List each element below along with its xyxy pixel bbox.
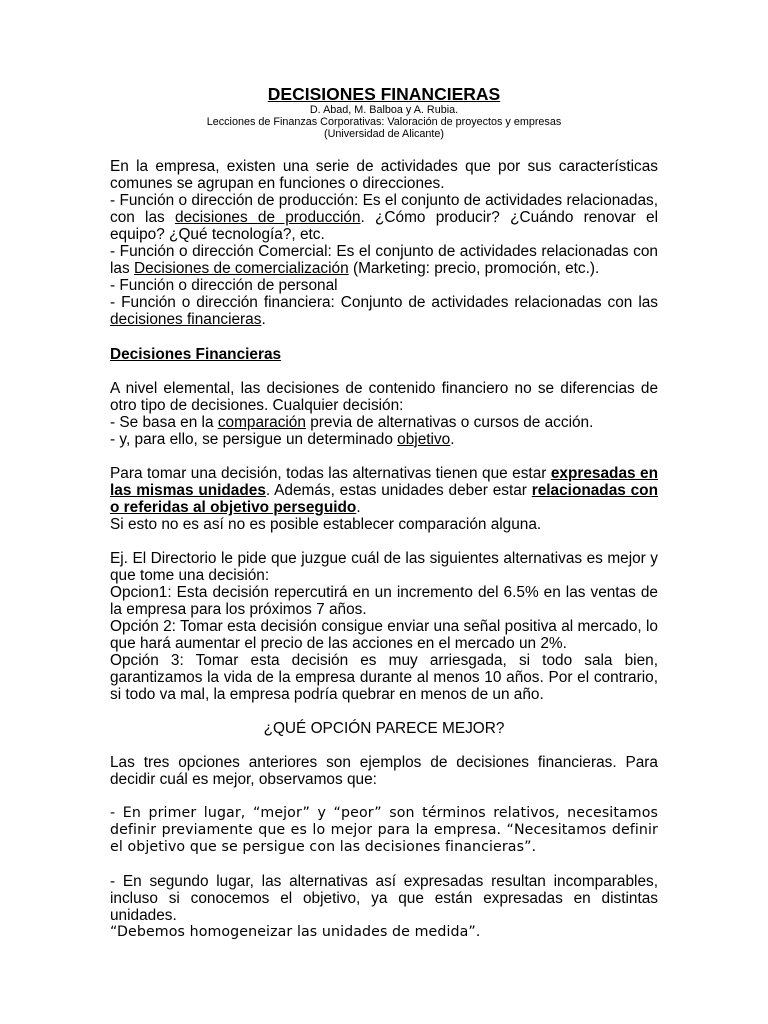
same-units-term: expresadas en las mismas unidades — [110, 465, 659, 499]
question-line: ¿QUÉ OPCIÓN PARECE MEJOR? — [263, 720, 505, 737]
objective-term: objetivo — [397, 431, 451, 448]
conclusion-block — [110, 754, 658, 788]
second-point: - En segundo lugar, las alternativas así expresadas resultan incomparables, incluso si conocemos el objetivo, ya que están expresadas en distintas unidades. — [110, 873, 658, 924]
comparison-end: previa de alternativas o cursos de acción. — [305, 414, 594, 431]
financial-decisions-term: decisiones financieras — [110, 311, 262, 328]
option-1: Opcion1: Esta decisión repercutirá en un incremento del 6.5% en las ventas de la empresa para los próximos 7 años. — [110, 584, 658, 618]
option-3: Opción 3: Tomar esta decisión es muy arriesgada, si todo sala bien, garantizamos la vida de la empresa durante al menos 10 años. Por el contrario, si todo va mal, la empresa podría quebrar en menos de un año. — [110, 652, 658, 703]
units-block — [110, 465, 658, 533]
commercial-note: (Marketing: precio, promoción, etc.). — [348, 260, 600, 277]
intro-section — [110, 158, 658, 328]
example-intro: Ej. El Directorio le pide que juzgue cuál de las siguientes alternativas es mejor y que tome una decisión: — [110, 550, 658, 584]
production-decisions-term: decisiones de producción — [174, 209, 361, 226]
document-authors: D. Abad, M. Balboa y A. Rubia. — [309, 104, 459, 116]
financial-end: . — [261, 311, 266, 328]
commercial-text: - Función o dirección Comercial: Es el conjunto de actividades relacionadas con las — [110, 243, 658, 277]
units-text: Para tomar una decisión, todas las alternativas tienen que estar — [110, 465, 551, 482]
intro-paragraph: En la empresa, existen una serie de actividades que por sus características comunes se agrupan en funciones o direcciones. — [110, 158, 658, 192]
objective-text: - y, para ello, se persigue un determinado — [110, 431, 398, 448]
comparison-term: comparación — [217, 414, 306, 431]
financial-decisions-section — [110, 346, 658, 363]
personnel-item: - Función o dirección de personal — [110, 277, 338, 294]
first-point: - En primer lugar, “mejor” y “peor” son términos relativos, necesitamos definir previamente que es lo mejor para la empresa. “Necesitamos definir el objetivo que se persigue con las decisiones financieras”. — [110, 805, 658, 855]
example-block — [110, 550, 658, 703]
document-source: Lecciones de Finanzas Corporativas: Valoración de proyectos y empresas — [206, 116, 562, 128]
document-title: DECISIONES FINANCIERAS — [267, 84, 501, 104]
units-paragraph — [110, 465, 658, 516]
financial-text: - Función o dirección financiera: Conjunto de actividades relacionadas con las — [110, 294, 658, 311]
units-end: . — [356, 499, 361, 516]
units-middle: . Además, estas unidades deber estar — [265, 482, 532, 499]
option-2: Opción 2: Tomar esta decisión consigue enviar una señal positiva al mercado, lo que hará aumentar el precio de las acciones en el mercado un 2%. — [110, 618, 658, 652]
production-questions: . ¿Cómo producir? ¿Cuándo renovar el equipo? ¿Qué tecnología?, etc. — [110, 209, 658, 243]
production-text: - Función o dirección de producción: Es el conjunto de actividades relacionadas, con las — [110, 192, 658, 226]
first-point-block — [110, 805, 658, 856]
document-header — [110, 84, 658, 140]
comparison-note: Si esto no es así no es posible establecer comparación alguna. — [110, 516, 542, 533]
commercial-item — [110, 243, 658, 277]
second-point-block — [110, 873, 658, 941]
objective-item — [110, 431, 658, 448]
comparison-item — [110, 414, 658, 431]
conclusion-paragraph: Las tres opciones anteriores son ejemplos de decisiones financieras. Para decidir cuál es mejor, observamos que: — [110, 754, 658, 788]
basics-block — [110, 380, 658, 448]
commercial-decisions-term: Decisiones de comercialización — [133, 260, 349, 277]
homogenize-note: “Debemos homogeneizar las unidades de medida”. — [110, 924, 481, 940]
basics-paragraph: A nivel elemental, las decisiones de contenido financiero no se diferencias de otro tipo de decisiones. Cualquier decisión: — [110, 380, 658, 414]
financial-item — [110, 294, 658, 328]
objective-end: . — [450, 431, 455, 448]
comparison-text: - Se basa en la — [110, 414, 218, 431]
document-institution: (Universidad de Alicante) — [323, 128, 445, 140]
section-heading: Decisiones Financieras — [110, 346, 282, 363]
document-page — [110, 84, 658, 941]
production-item — [110, 192, 658, 243]
objective-related-term: relacionadas con o referidas al objetivo perseguido — [110, 482, 658, 516]
